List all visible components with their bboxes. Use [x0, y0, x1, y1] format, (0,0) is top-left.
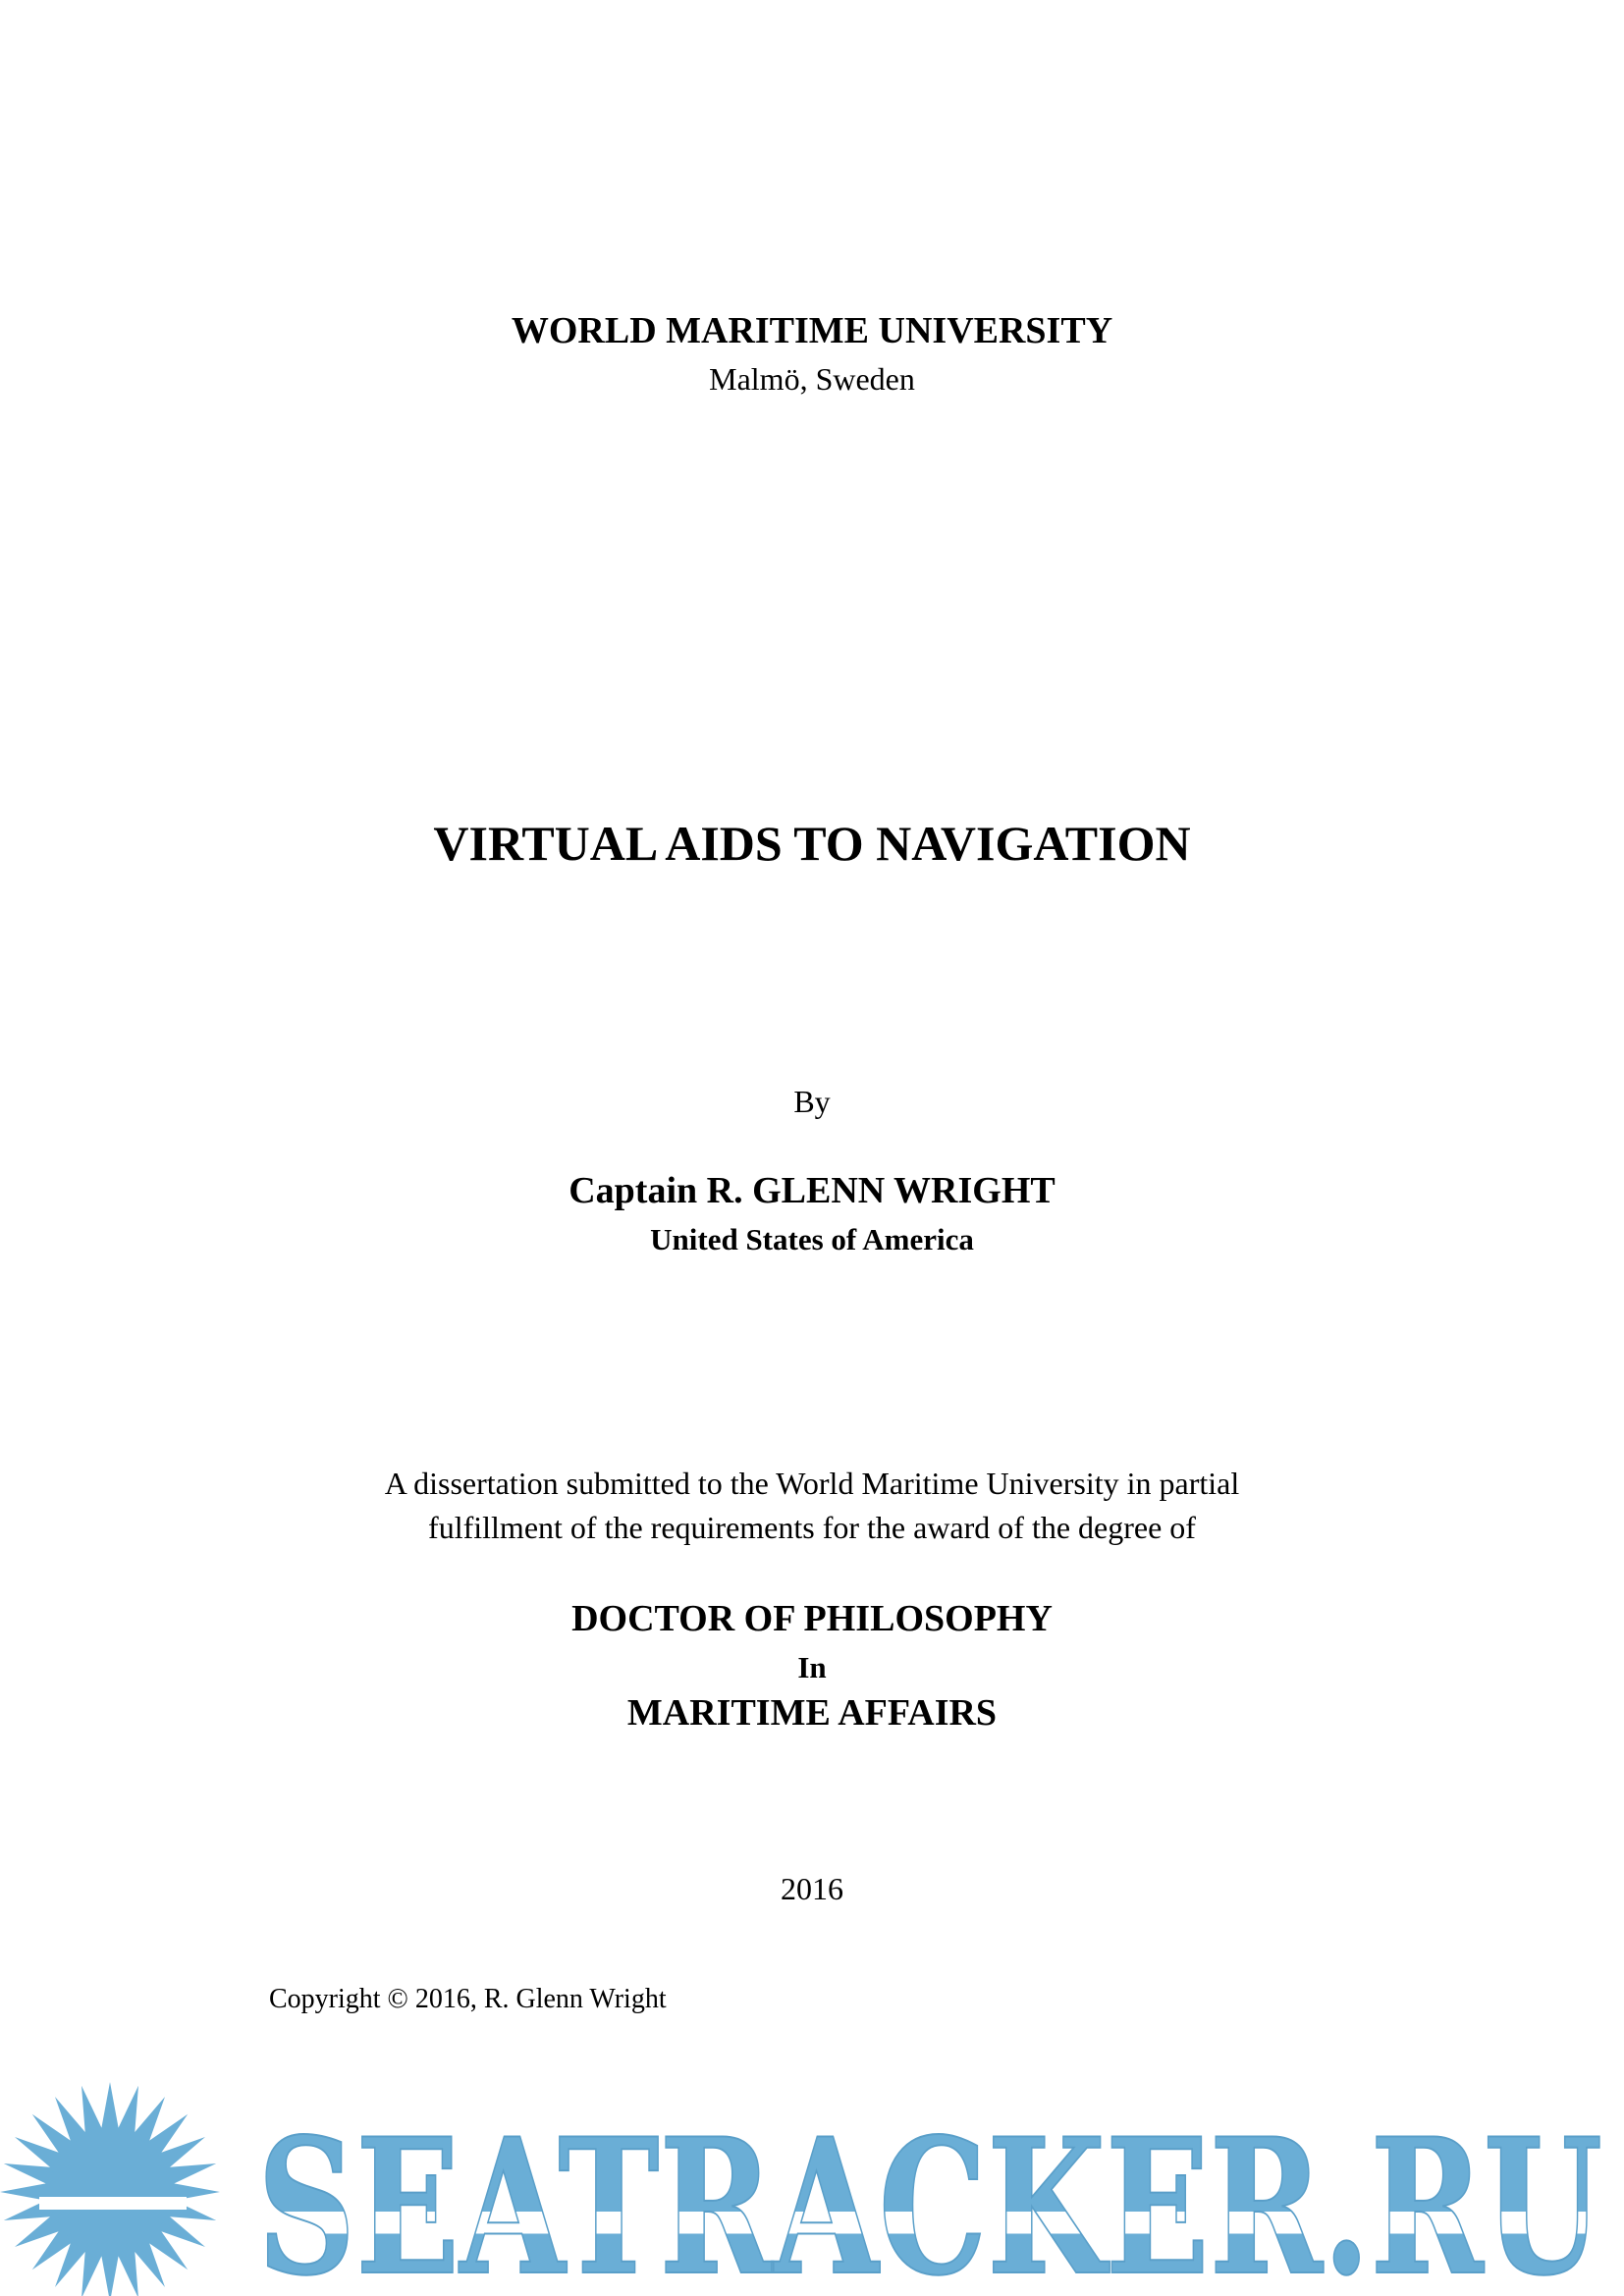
watermark-text: SEATRACKER.RU: [257, 2098, 1602, 2296]
institution-name: WORLD MARITIME UNIVERSITY: [511, 310, 1113, 351]
author-name: Captain R. GLENN WRIGHT: [568, 1170, 1056, 1211]
institution-location: Malmö, Sweden: [709, 361, 915, 397]
description-line-2: fulfillment of the requirements for the award of the degree of: [428, 1510, 1196, 1545]
degree-field: MARITIME AFFAIRS: [626, 1692, 998, 1734]
copyright-notice: Copyright © 2016, R. Glenn Wright: [269, 1984, 667, 2014]
sun-icon: [0, 2082, 220, 2296]
author-country: United States of America: [650, 1222, 974, 1256]
description-line-1: A dissertation submitted to the World Maritime University in partial: [384, 1466, 1240, 1501]
degree-connector: In: [797, 1650, 827, 1684]
publication-year: 2016: [781, 1871, 843, 1906]
watermark-graphic: [0, 2052, 1624, 2296]
degree-name: DOCTOR OF PHILOSOPHY: [571, 1598, 1053, 1639]
byline-label: By: [793, 1084, 831, 1119]
watermark: [0, 2052, 1624, 2296]
dissertation-title: VIRTUAL AIDS TO NAVIGATION: [433, 816, 1191, 871]
